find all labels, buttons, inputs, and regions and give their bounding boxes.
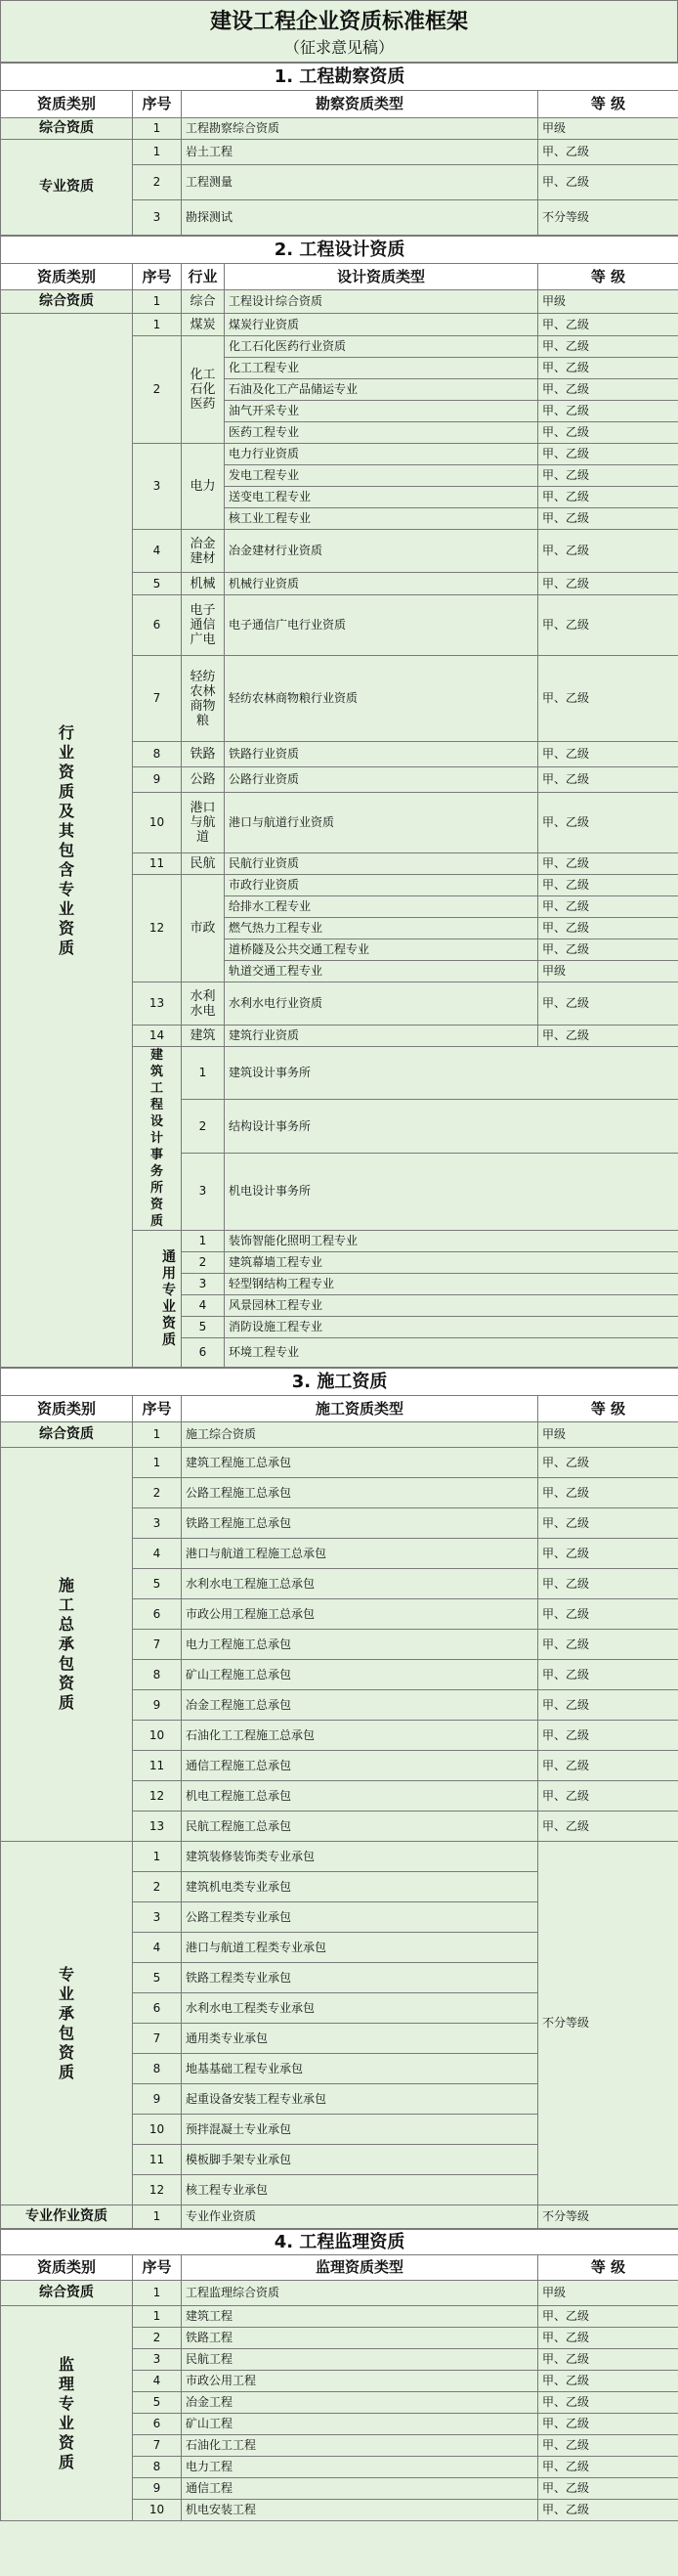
number-cell: 2: [182, 1252, 225, 1274]
grade-cell: 甲级: [538, 2281, 678, 2306]
number-cell: 3: [133, 444, 182, 530]
header-grade: 等 级: [538, 264, 678, 290]
number-cell: 5: [133, 1569, 182, 1599]
type-cell: 给排水工程专业: [225, 896, 538, 918]
grade-cell: 甲、乙级: [538, 314, 678, 336]
type-cell: 燃气热力工程专业: [225, 918, 538, 939]
category-cell: 建筑工程设计事务所资质: [133, 1047, 182, 1231]
number-cell: 7: [133, 2435, 182, 2457]
number-cell: 1: [133, 1842, 182, 1872]
header-category: 资质类别: [1, 264, 133, 290]
grade-cell: 甲、乙级: [538, 742, 678, 767]
type-cell: 专业作业资质: [182, 2205, 538, 2229]
type-cell: 水利水电工程施工总承包: [182, 1569, 538, 1599]
type-cell: 建筑装修装饰类专业承包: [182, 1842, 538, 1872]
header-category: 资质类别: [1, 2255, 133, 2281]
grade-cell: 甲级: [538, 1422, 678, 1448]
number-cell: 5: [133, 2392, 182, 2414]
number-cell: 6: [133, 595, 182, 656]
type-cell: 建筑机电类专业承包: [182, 1872, 538, 1902]
grade-cell: 甲、乙级: [538, 656, 678, 742]
number-cell: 11: [133, 2145, 182, 2175]
category-cell: 行业资质及其包含专业资质: [1, 314, 133, 1368]
grade-cell: 甲、乙级: [538, 2478, 678, 2500]
number-cell: 9: [133, 2084, 182, 2115]
supervision-qualification-table: [0, 2229, 678, 2521]
industry-cell: 机械: [182, 573, 225, 595]
grade-cell: 甲、乙级: [538, 336, 678, 358]
industry-cell: 电子通信广电: [182, 595, 225, 656]
number-cell: 2: [133, 165, 182, 200]
type-cell: 电力工程施工总承包: [182, 1630, 538, 1660]
number-cell: 8: [133, 2054, 182, 2084]
grade-cell: 甲、乙级: [538, 1599, 678, 1630]
type-cell: 装饰智能化照明工程专业: [225, 1231, 678, 1252]
grade-cell: 甲、乙级: [538, 1478, 678, 1508]
section-title-row: [1, 64, 678, 91]
grade-cell: 甲、乙级: [538, 2349, 678, 2371]
number-cell: 7: [133, 2024, 182, 2054]
table-row: [1, 2306, 678, 2328]
grade-cell: 甲、乙级: [538, 1812, 678, 1842]
grade-cell: 甲、乙级: [538, 1751, 678, 1781]
industry-cell: 水利水电: [182, 982, 225, 1026]
document-subtitle: （征求意见稿）: [283, 38, 394, 57]
type-cell: 石油化工工程: [182, 2435, 538, 2457]
type-cell: 铁路工程类专业承包: [182, 1963, 538, 1993]
header-category: 资质类别: [1, 1396, 133, 1422]
grade-cell: 不分等级: [538, 2205, 678, 2229]
grade-cell: 甲级: [538, 290, 678, 314]
header-number: 序号: [133, 264, 182, 290]
category-cell: 综合资质: [1, 118, 133, 140]
type-cell: 港口与航道工程施工总承包: [182, 1539, 538, 1569]
number-cell: 5: [133, 573, 182, 595]
type-cell: 机电安装工程: [182, 2500, 538, 2521]
industry-cell: 民航: [182, 853, 225, 875]
header-grade: 等 级: [538, 2255, 678, 2281]
number-cell: 1: [182, 1231, 225, 1252]
type-cell: 电子通信广电行业资质: [225, 595, 538, 656]
number-cell: 4: [182, 1295, 225, 1317]
number-cell: 1: [133, 118, 182, 140]
number-cell: 3: [182, 1274, 225, 1295]
type-cell: 市政公用工程: [182, 2371, 538, 2392]
header-number: 序号: [133, 2255, 182, 2281]
type-cell: 医药工程专业: [225, 422, 538, 444]
type-cell: 地基基础工程专业承包: [182, 2054, 538, 2084]
type-cell: 起重设备安装工程专业承包: [182, 2084, 538, 2115]
grade-cell: 甲、乙级: [538, 1660, 678, 1690]
grade-cell: 甲、乙级: [538, 465, 678, 487]
number-cell: 1: [133, 2205, 182, 2229]
number-cell: 4: [133, 530, 182, 573]
type-cell: 勘探测试: [182, 200, 538, 236]
grade-cell: 甲、乙级: [538, 939, 678, 961]
type-cell: 模板脚手架专业承包: [182, 2145, 538, 2175]
grade-cell: 甲、乙级: [538, 896, 678, 918]
number-cell: 11: [133, 853, 182, 875]
number-cell: 12: [133, 1781, 182, 1812]
grade-cell: 甲、乙级: [538, 793, 678, 853]
type-cell: 港口与航道行业资质: [225, 793, 538, 853]
type-cell: 冶金工程施工总承包: [182, 1690, 538, 1721]
type-cell: 施工综合资质: [182, 1422, 538, 1448]
type-cell: 工程测量: [182, 165, 538, 200]
type-cell: 水利水电行业资质: [225, 982, 538, 1026]
design-qualification-table: [0, 236, 678, 1368]
type-cell: 铁路工程施工总承包: [182, 1508, 538, 1539]
section-title-row: [1, 237, 678, 264]
grade-cell: 甲、乙级: [538, 853, 678, 875]
table-row: [1, 290, 678, 314]
number-cell: 2: [133, 1478, 182, 1508]
grade-cell: 甲、乙级: [538, 2371, 678, 2392]
section-title-row: [1, 1369, 678, 1396]
type-cell: 通信工程施工总承包: [182, 1751, 538, 1781]
type-cell: 岩土工程: [182, 140, 538, 165]
number-cell: 10: [133, 793, 182, 853]
document-header: [0, 0, 678, 63]
type-cell: 风景园林工程专业: [225, 1295, 678, 1317]
number-cell: 1: [133, 2281, 182, 2306]
construction-qualification-table: [0, 1368, 678, 2229]
category-cell: 综合资质: [1, 1422, 133, 1448]
grade-cell: 甲、乙级: [538, 422, 678, 444]
industry-cell: 冶金建材: [182, 530, 225, 573]
grade-cell: 甲、乙级: [538, 2414, 678, 2435]
grade-cell: 甲、乙级: [538, 1569, 678, 1599]
grade-cell: 甲、乙级: [538, 2392, 678, 2414]
category-cell: 通用专业资质: [133, 1231, 182, 1368]
survey-qualification-table: [0, 63, 678, 236]
grade-cell: 甲、乙级: [538, 487, 678, 508]
grade-cell: 甲、乙级: [538, 1448, 678, 1478]
grade-cell: 甲、乙级: [538, 1721, 678, 1751]
number-cell: 12: [133, 2175, 182, 2205]
header-type: 设计资质类型: [225, 264, 538, 290]
number-cell: 13: [133, 982, 182, 1026]
type-cell: 通用类专业承包: [182, 2024, 538, 2054]
grade-cell: 甲、乙级: [538, 140, 678, 165]
number-cell: 7: [133, 656, 182, 742]
type-cell: 油气开采专业: [225, 401, 538, 422]
type-cell: 建筑设计事务所: [225, 1047, 678, 1100]
type-cell: 建筑工程: [182, 2306, 538, 2328]
header-industry: 行业: [182, 264, 225, 290]
category-cell: 综合资质: [1, 2281, 133, 2306]
header-type: 监理资质类型: [182, 2255, 538, 2281]
number-cell: 1: [133, 290, 182, 314]
type-cell: 工程设计综合资质: [225, 290, 538, 314]
number-cell: 7: [133, 1630, 182, 1660]
industry-cell: 港口与航道: [182, 793, 225, 853]
number-cell: 3: [133, 1508, 182, 1539]
type-cell: 煤炭行业资质: [225, 314, 538, 336]
type-cell: 机械行业资质: [225, 573, 538, 595]
grade-cell: 甲、乙级: [538, 2457, 678, 2478]
type-cell: 民航行业资质: [225, 853, 538, 875]
number-cell: 8: [133, 742, 182, 767]
grade-cell: 甲级: [538, 961, 678, 982]
type-cell: 铁路行业资质: [225, 742, 538, 767]
number-cell: 2: [182, 1100, 225, 1153]
table-header-row: [1, 1396, 678, 1422]
grade-cell: 甲、乙级: [538, 1539, 678, 1569]
grade-cell: 甲、乙级: [538, 767, 678, 793]
type-cell: 环境工程专业: [225, 1338, 678, 1368]
number-cell: 5: [133, 1963, 182, 1993]
grade-cell: 不分等级: [538, 200, 678, 236]
type-cell: 轻纺农林商物粮行业资质: [225, 656, 538, 742]
industry-cell: 公路: [182, 767, 225, 793]
type-cell: 电力行业资质: [225, 444, 538, 465]
type-cell: 矿山工程: [182, 2414, 538, 2435]
type-cell: 结构设计事务所: [225, 1100, 678, 1153]
number-cell: 4: [133, 1539, 182, 1569]
number-cell: 10: [133, 2115, 182, 2145]
type-cell: 工程勘察综合资质: [182, 118, 538, 140]
table-row: [1, 2205, 678, 2229]
grade-cell: 甲、乙级: [538, 1026, 678, 1047]
grade-cell: 甲、乙级: [538, 595, 678, 656]
number-cell: 12: [133, 875, 182, 982]
type-cell: 民航工程: [182, 2349, 538, 2371]
section-title-row: [1, 2230, 678, 2255]
grade-cell: 甲、乙级: [538, 530, 678, 573]
grade-cell: 甲、乙级: [538, 1508, 678, 1539]
section-title: 4. 工程监理资质: [1, 2230, 678, 2255]
grade-cell: 不分等级: [538, 1842, 678, 2205]
number-cell: 1: [133, 314, 182, 336]
category-cell: 监理专业资质: [1, 2306, 133, 2521]
type-cell: 市政行业资质: [225, 875, 538, 896]
industry-cell: 轻纺农林商物粮: [182, 656, 225, 742]
number-cell: 8: [133, 2457, 182, 2478]
grade-cell: 甲、乙级: [538, 444, 678, 465]
type-cell: 水利水电工程类专业承包: [182, 1993, 538, 2024]
grade-cell: 甲、乙级: [538, 1630, 678, 1660]
grade-cell: 甲、乙级: [538, 918, 678, 939]
number-cell: 2: [133, 1872, 182, 1902]
industry-cell: 市政: [182, 875, 225, 982]
number-cell: 9: [133, 2478, 182, 2500]
section-title: 2. 工程设计资质: [1, 237, 678, 264]
category-cell: 专业作业资质: [1, 2205, 133, 2229]
grade-cell: 甲、乙级: [538, 508, 678, 530]
type-cell: 化工石化医药行业资质: [225, 336, 538, 358]
type-cell: 机电设计事务所: [225, 1153, 678, 1230]
number-cell: 1: [133, 2306, 182, 2328]
type-cell: 冶金工程: [182, 2392, 538, 2414]
number-cell: 3: [133, 200, 182, 236]
grade-cell: 甲、乙级: [538, 573, 678, 595]
grade-cell: 甲、乙级: [538, 358, 678, 379]
type-cell: 通信工程: [182, 2478, 538, 2500]
type-cell: 建筑幕墙工程专业: [225, 1252, 678, 1274]
type-cell: 建筑行业资质: [225, 1026, 538, 1047]
grade-cell: 甲、乙级: [538, 2435, 678, 2457]
table-row: [1, 140, 678, 165]
number-cell: 2: [133, 2328, 182, 2349]
header-grade: 等 级: [538, 91, 678, 118]
header-number: 序号: [133, 91, 182, 118]
table-row: [1, 1422, 678, 1448]
number-cell: 6: [133, 2414, 182, 2435]
number-cell: 6: [182, 1338, 225, 1368]
type-cell: 矿山工程施工总承包: [182, 1660, 538, 1690]
type-cell: 公路工程施工总承包: [182, 1478, 538, 1508]
grade-cell: 甲、乙级: [538, 401, 678, 422]
type-cell: 石油化工工程施工总承包: [182, 1721, 538, 1751]
type-cell: 港口与航道工程类专业承包: [182, 1933, 538, 1963]
grade-cell: 甲、乙级: [538, 165, 678, 200]
type-cell: 机电工程施工总承包: [182, 1781, 538, 1812]
type-cell: 核工程专业承包: [182, 2175, 538, 2205]
grade-cell: 甲级: [538, 118, 678, 140]
document-title: 建设工程企业资质标准框架: [209, 9, 468, 34]
number-cell: 4: [133, 1933, 182, 1963]
number-cell: 3: [133, 1902, 182, 1933]
table-row: [1, 314, 678, 336]
category-cell: 专业资质: [1, 140, 133, 236]
type-cell: 民航工程施工总承包: [182, 1812, 538, 1842]
category-cell: 专业承包资质: [1, 1842, 133, 2205]
number-cell: 13: [133, 1812, 182, 1842]
number-cell: 9: [133, 1690, 182, 1721]
type-cell: 化工工程专业: [225, 358, 538, 379]
type-cell: 工程监理综合资质: [182, 2281, 538, 2306]
table-row: [1, 118, 678, 140]
table-row: [1, 2281, 678, 2306]
type-cell: 市政公用工程施工总承包: [182, 1599, 538, 1630]
type-cell: 公路工程类专业承包: [182, 1902, 538, 1933]
type-cell: 铁路工程: [182, 2328, 538, 2349]
industry-cell: 化工石化医药: [182, 336, 225, 444]
number-cell: 6: [133, 1993, 182, 2024]
grade-cell: 甲、乙级: [538, 982, 678, 1026]
type-cell: 公路行业资质: [225, 767, 538, 793]
number-cell: 5: [182, 1317, 225, 1338]
header-category: 资质类别: [1, 91, 133, 118]
table-header-row: [1, 2255, 678, 2281]
industry-cell: 建筑: [182, 1026, 225, 1047]
type-cell: 轨道交通工程专业: [225, 961, 538, 982]
grade-cell: 甲、乙级: [538, 2306, 678, 2328]
type-cell: 石油及化工产品储运专业: [225, 379, 538, 401]
number-cell: 10: [133, 1721, 182, 1751]
number-cell: 2: [133, 336, 182, 444]
type-cell: 消防设施工程专业: [225, 1317, 678, 1338]
grade-cell: 甲、乙级: [538, 2328, 678, 2349]
section-title: 1. 工程勘察资质: [1, 64, 678, 91]
type-cell: 道桥隧及公共交通工程专业: [225, 939, 538, 961]
number-cell: 1: [182, 1047, 225, 1100]
number-cell: 9: [133, 767, 182, 793]
table-header-row: [1, 264, 678, 290]
grade-cell: 甲、乙级: [538, 1781, 678, 1812]
number-cell: 6: [133, 1599, 182, 1630]
type-cell: 核工业工程专业: [225, 508, 538, 530]
number-cell: 1: [133, 140, 182, 165]
number-cell: 1: [133, 1422, 182, 1448]
type-cell: 冶金建材行业资质: [225, 530, 538, 573]
number-cell: 3: [133, 2349, 182, 2371]
category-cell: 综合资质: [1, 290, 133, 314]
number-cell: 1: [133, 1448, 182, 1478]
grade-cell: 甲、乙级: [538, 379, 678, 401]
industry-cell: 煤炭: [182, 314, 225, 336]
section-title: 3. 施工资质: [1, 1369, 678, 1396]
category-cell: 施工总承包资质: [1, 1448, 133, 1842]
type-cell: 建筑工程施工总承包: [182, 1448, 538, 1478]
number-cell: 8: [133, 1660, 182, 1690]
grade-cell: 甲、乙级: [538, 2500, 678, 2521]
header-type: 施工资质类型: [182, 1396, 538, 1422]
grade-cell: 甲、乙级: [538, 875, 678, 896]
type-cell: 轻型钢结构工程专业: [225, 1274, 678, 1295]
table-row: [1, 1448, 678, 1478]
header-number: 序号: [133, 1396, 182, 1422]
number-cell: 4: [133, 2371, 182, 2392]
number-cell: 14: [133, 1026, 182, 1047]
number-cell: 11: [133, 1751, 182, 1781]
industry-cell: 铁路: [182, 742, 225, 767]
industry-cell: 综合: [182, 290, 225, 314]
type-cell: 预拌混凝土专业承包: [182, 2115, 538, 2145]
table-header-row: [1, 91, 678, 118]
type-cell: 电力工程: [182, 2457, 538, 2478]
type-cell: 送变电工程专业: [225, 487, 538, 508]
table-row: [1, 1842, 678, 1872]
number-cell: 10: [133, 2500, 182, 2521]
grade-cell: 甲、乙级: [538, 1690, 678, 1721]
industry-cell: 电力: [182, 444, 225, 530]
number-cell: 3: [182, 1153, 225, 1230]
header-type: 勘察资质类型: [182, 91, 538, 118]
type-cell: 发电工程专业: [225, 465, 538, 487]
header-grade: 等 级: [538, 1396, 678, 1422]
